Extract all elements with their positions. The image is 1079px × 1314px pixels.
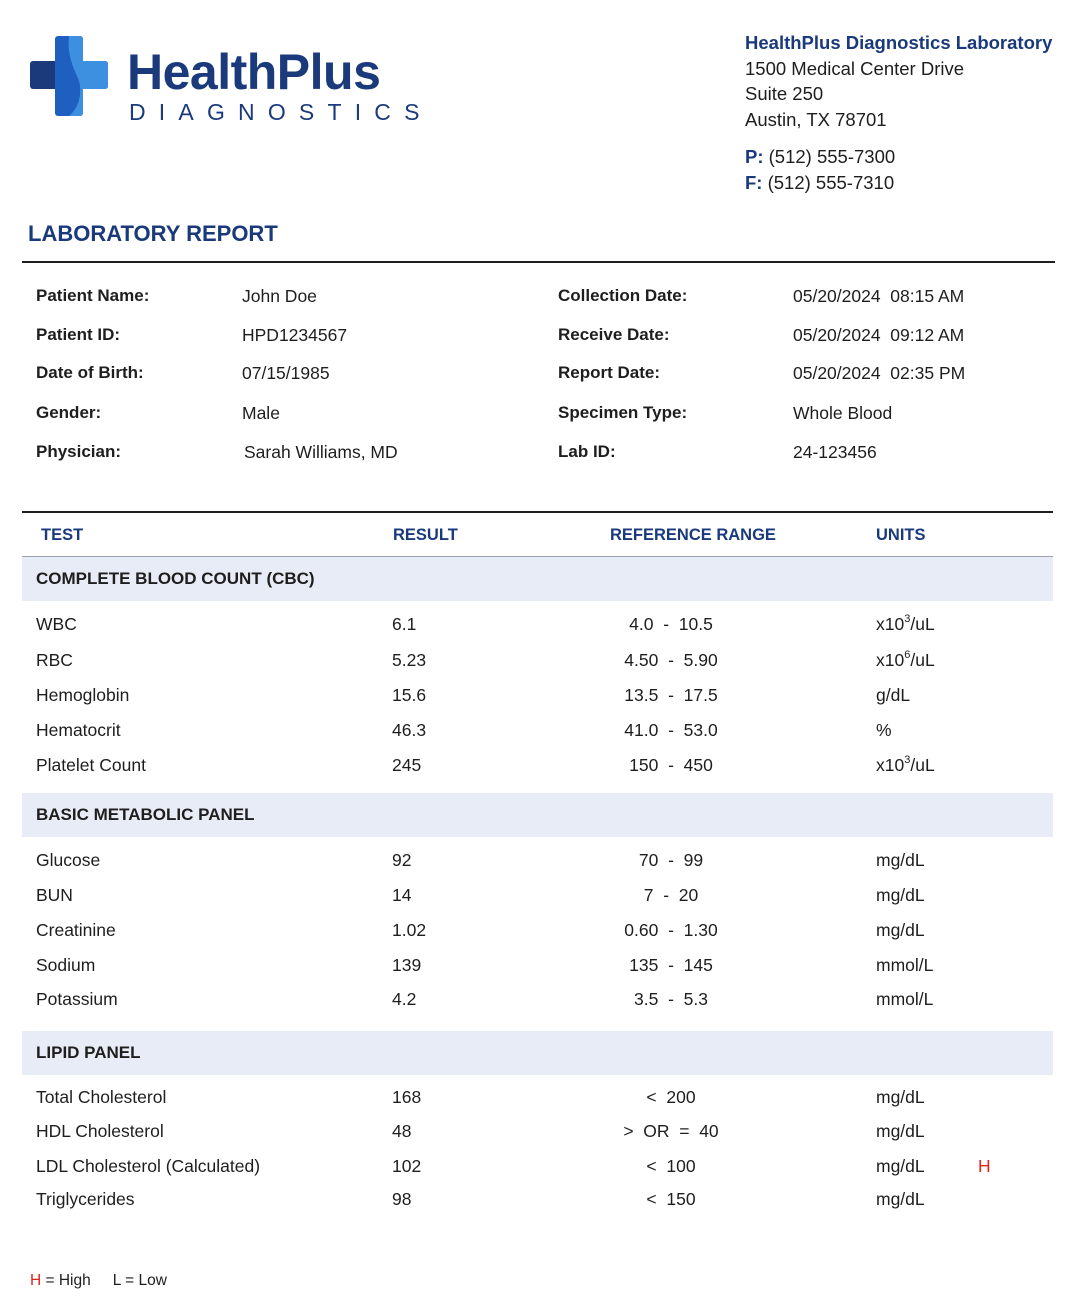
test-name: RBC: [36, 650, 73, 670]
info-value: 07/15/1985: [242, 363, 330, 383]
result-value: 5.23: [392, 650, 427, 670]
section-title: COMPLETE BLOOD COUNT (CBC): [36, 569, 315, 588]
units: [876, 649, 935, 671]
unit-base: x10: [876, 650, 905, 670]
info-label: Collection Date:: [558, 286, 688, 305]
info-value: 05/20/2024 02:35 PM: [793, 363, 966, 383]
unit-base: %: [876, 720, 892, 740]
brand-subtitle: DIAGNOSTICS: [129, 99, 433, 125]
units: [876, 988, 933, 1010]
info-value: Whole Blood: [793, 403, 893, 423]
unit-base: mg/dL: [876, 850, 925, 870]
result-value: 14: [392, 885, 412, 905]
info-value: 05/20/2024 09:12 AM: [793, 325, 965, 345]
lab-name: HealthPlus Diagnostics Laboratory: [745, 32, 1053, 53]
units: [876, 954, 933, 976]
units: [876, 719, 892, 741]
test-name: Sodium: [36, 955, 96, 975]
test-name: LDL Cholesterol (Calculated): [36, 1156, 261, 1176]
units: [876, 884, 925, 906]
test-name: Total Cholesterol: [36, 1087, 167, 1107]
legend-high-key: H: [30, 1272, 42, 1289]
header-units: UNITS: [876, 526, 926, 544]
reference-range: 0.60 - 1.30: [624, 920, 718, 940]
result-value: 6.1: [392, 614, 417, 634]
report-title: LABORATORY REPORT: [28, 221, 278, 246]
info-label: Date of Birth:: [36, 363, 144, 382]
info-label: Report Date:: [558, 363, 661, 382]
result-value: 245: [392, 755, 422, 775]
test-name: Creatinine: [36, 920, 116, 940]
reference-range: 150 - 450: [629, 755, 713, 775]
test-name: Hemoglobin: [36, 685, 130, 705]
test-name: Potassium: [36, 989, 118, 1009]
title-divider: [22, 261, 1055, 263]
units: [876, 1086, 925, 1108]
unit-base: mg/dL: [876, 920, 925, 940]
lab-street: 1500 Medical Center Drive: [745, 57, 965, 79]
unit-exponent: 6: [904, 649, 911, 662]
reference-range: < 100: [646, 1156, 696, 1176]
high-flag: H: [978, 1156, 991, 1176]
unit-exponent: 3: [904, 613, 911, 626]
info-value: 05/20/2024 08:15 AM: [793, 286, 965, 306]
info-value: John Doe: [242, 286, 317, 306]
unit-base: mg/dL: [876, 1189, 925, 1209]
test-name: Triglycerides: [36, 1189, 135, 1209]
result-value: 4.2: [392, 989, 417, 1009]
reference-range: 7 - 20: [643, 885, 699, 905]
brand-name: HealthPlus: [127, 44, 381, 100]
unit-base: x10: [876, 614, 905, 634]
unit-base: x10: [876, 755, 905, 775]
section-title: BASIC METABOLIC PANEL: [36, 805, 255, 824]
info-value: HPD1234567: [242, 325, 348, 345]
unit-base: mmol/L: [876, 955, 934, 975]
reference-range: > OR = 40: [623, 1121, 719, 1141]
reference-range: < 150: [646, 1189, 696, 1209]
unit-base: g/dL: [876, 685, 911, 705]
test-name: Glucose: [36, 850, 101, 870]
unit-base: mg/dL: [876, 1156, 925, 1176]
result-value: 48: [392, 1121, 412, 1141]
info-value: Sarah Williams, MD: [244, 442, 398, 462]
info-label: Patient ID:: [36, 325, 121, 344]
header-result: RESULT: [393, 526, 458, 544]
result-value: 139: [392, 955, 422, 975]
reference-range: < 200: [646, 1087, 696, 1107]
info-label: Patient Name:: [36, 286, 150, 305]
unit-rest: /uL: [910, 650, 935, 670]
healthplus-logo-icon: [30, 36, 108, 116]
units: [876, 1188, 925, 1210]
lab-suite: Suite 250: [745, 83, 824, 104]
unit-base: mg/dL: [876, 1087, 925, 1107]
result-value: 46.3: [392, 720, 427, 740]
unit-exponent: 3: [904, 754, 911, 767]
reference-range: 70 - 99: [638, 850, 704, 870]
unit-rest: /uL: [910, 755, 935, 775]
unit-rest: /uL: [910, 614, 935, 634]
reference-range: 4.0 - 10.5: [629, 614, 713, 634]
flag-legend: H = High L = Low: [30, 1272, 167, 1289]
reference-range: 3.5 - 5.3: [634, 989, 708, 1009]
lab-city: Austin, TX 78701: [745, 108, 887, 130]
info-value: 24-123456: [793, 442, 877, 462]
reference-range: 135 - 145: [629, 955, 713, 975]
result-value: 1.02: [392, 920, 427, 940]
lab-phone: P: (512) 555-7300: [745, 146, 896, 167]
unit-base: mg/dL: [876, 885, 925, 905]
info-label: Gender:: [36, 403, 102, 422]
table-top-divider: [22, 511, 1053, 513]
info-value: Male: [242, 403, 280, 423]
legend-low: L = Low: [112, 1272, 167, 1289]
info-label: Physician:: [36, 442, 122, 461]
reference-range: 41.0 - 53.0: [624, 720, 718, 740]
section-band: [22, 1031, 1053, 1075]
result-value: 102: [392, 1156, 422, 1176]
test-name: WBC: [36, 614, 77, 634]
test-name: Hematocrit: [36, 720, 121, 740]
result-value: 98: [392, 1189, 412, 1209]
info-label: Lab ID:: [558, 442, 616, 461]
units: [876, 684, 910, 706]
units: [876, 1155, 925, 1177]
header-test: TEST: [41, 526, 84, 544]
test-name: Platelet Count: [36, 755, 146, 775]
result-value: 15.6: [392, 685, 427, 705]
units: [876, 919, 925, 941]
section-title: LIPID PANEL: [36, 1043, 141, 1062]
units: [876, 1120, 925, 1142]
test-name: BUN: [36, 885, 73, 905]
lab-fax: F: (512) 555-7310: [745, 171, 895, 193]
unit-base: mg/dL: [876, 1121, 925, 1141]
units: [876, 613, 935, 635]
unit-base: mmol/L: [876, 989, 934, 1009]
units: [876, 754, 935, 776]
result-value: 92: [392, 850, 412, 870]
reference-range: 4.50 - 5.90: [624, 650, 718, 670]
header-reference-range: REFERENCE RANGE: [610, 526, 776, 544]
result-value: 168: [392, 1087, 422, 1107]
units: [876, 849, 925, 871]
reference-range: 13.5 - 17.5: [624, 685, 718, 705]
info-label: Specimen Type:: [558, 403, 688, 422]
info-label: Receive Date:: [558, 325, 670, 344]
test-name: HDL Cholesterol: [36, 1121, 164, 1141]
lab-address: [745, 30, 1052, 195]
